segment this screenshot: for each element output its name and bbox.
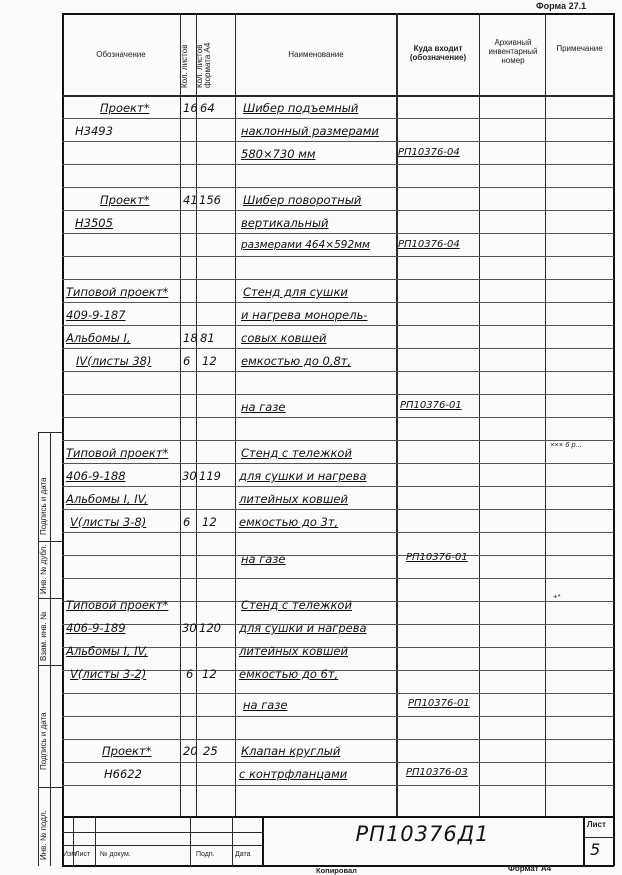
r12-name: емкостью до 0,8т,: [241, 354, 352, 368]
col-line-2: [196, 13, 197, 816]
row-line: [62, 187, 614, 188]
footer-copied: Копировал: [316, 866, 357, 875]
r28-where: РП10376-03: [406, 767, 468, 778]
r22-designation: 406-9-189: [66, 621, 126, 635]
r22-name: для сушки и нагрева: [239, 621, 367, 635]
title-block-top: [62, 816, 614, 818]
tb-list: Лист: [75, 851, 91, 858]
row-line: [62, 532, 614, 533]
frame-top: [62, 13, 614, 15]
tb-col-6: [583, 816, 585, 866]
row-line: [62, 463, 614, 464]
row-line: [62, 509, 614, 510]
r7-where: РП10376-04: [398, 239, 460, 250]
col-line-3: [235, 13, 236, 816]
r21-name: Стенд с тележкой: [241, 598, 352, 612]
r23-designation: Альбомы I, IV,: [66, 644, 148, 658]
r24-name: емкостью до 6т,: [239, 667, 339, 681]
row-line: [62, 233, 614, 234]
r24-a4: 12: [202, 667, 217, 681]
header-archive-number: Архивный инвентарный номер: [488, 38, 538, 65]
row-line: [62, 279, 614, 280]
r6-designation: Н3505: [75, 216, 113, 230]
r18-a4: 12: [202, 515, 217, 529]
r3-where: РП10376-04: [398, 147, 460, 158]
r22-sheets: 30: [182, 621, 197, 635]
header-designation: Обозначение: [96, 50, 146, 59]
row-line: [62, 739, 614, 740]
r19-where: РП10376-01: [406, 552, 468, 563]
r12-a4: 12: [202, 354, 217, 368]
row-line: [62, 118, 614, 119]
r24-designation: V(листы 3-2): [70, 667, 147, 681]
row-line: [62, 256, 614, 257]
sheet-box-divider: [583, 837, 614, 838]
r1-a4: 64: [200, 101, 215, 115]
document-code: РП10376Д1: [355, 822, 490, 846]
margin-mid-line: [50, 432, 51, 866]
tb-col-4: [232, 816, 233, 866]
r9-designation: Типовой проект*: [66, 285, 169, 299]
r27-a4: 25: [203, 744, 218, 758]
row-line: [62, 716, 614, 717]
header-sheet-count-a4: Кол. листов формата А4: [195, 42, 212, 88]
r16-designation: 406-9-188: [66, 469, 126, 483]
r25-name: на газе: [243, 698, 288, 712]
r28-designation: Н6622: [104, 767, 142, 781]
r7-name: размерами 464×592мм: [241, 239, 370, 251]
row-line: [62, 440, 614, 441]
r22-a4: 120: [199, 621, 221, 635]
r10-designation: 409-9-187: [66, 308, 126, 322]
r13-where: РП10376-01: [400, 400, 462, 411]
tb-col-1: [73, 816, 74, 866]
r11-name: совых ковшей: [241, 331, 327, 345]
r27-designation: Проект*: [102, 744, 152, 758]
r21-designation: Типовой проект*: [66, 598, 169, 612]
r1-sheets: 16: [183, 101, 198, 115]
r5-sheets: 41: [183, 193, 198, 207]
margin-sign-date-2: Подпись и дата: [39, 712, 48, 770]
col-line-5: [479, 13, 480, 816]
r10-name: и нагрева монорель-: [241, 308, 368, 322]
row-line: [62, 164, 614, 165]
tb-date: Дата: [235, 851, 251, 858]
row-line: [62, 486, 614, 487]
r16-sheets: 30: [182, 469, 197, 483]
r15-name: Стенд с тележкой: [241, 446, 352, 460]
sheet-number: 5: [590, 840, 601, 859]
r5-name: Шибер поворотный: [243, 193, 362, 207]
r16-name: для сушки и нагрева: [239, 469, 367, 483]
r18-name: емкостью до 3т,: [239, 515, 339, 529]
row-line: [62, 371, 614, 372]
sheet-label: Лист: [587, 820, 606, 829]
header-note: Примечание: [556, 44, 603, 53]
r28-name: с контрфланцами: [239, 767, 348, 781]
r24-sheets: 6: [186, 667, 194, 681]
margin-inv-dubl: Инв. № дубл.: [39, 544, 48, 594]
tb-col-2: [95, 816, 96, 866]
header-name: Наименование: [288, 50, 344, 59]
r1-designation: Проект*: [100, 101, 150, 115]
r17-name: литейных ковшей: [239, 492, 348, 506]
r12-sheets: 6: [183, 354, 191, 368]
row-line: [62, 394, 614, 395]
r6-name: вертикальный: [241, 216, 329, 230]
margin-inv-podl: Инв. № подл.: [39, 810, 48, 860]
r11-a4: 81: [200, 331, 215, 345]
margin-sign-date-1: Подпись и дата: [39, 477, 48, 535]
row-line: [62, 762, 614, 763]
header-bottom-line: [62, 95, 614, 97]
tb-col-3: [190, 816, 191, 866]
r2-name: наклонный размерами: [241, 124, 379, 138]
margin-line-4: [38, 787, 62, 788]
margin-vzam-inv: Взам. инв. №: [39, 611, 48, 661]
header-where-included: Куда входит (обозначение): [409, 44, 467, 62]
row-line: [62, 417, 614, 418]
r18-sheets: 6: [183, 515, 191, 529]
r27-sheets: 20: [183, 744, 198, 758]
r2-designation: Н3493: [75, 124, 113, 138]
r9-name: Стенд для сушки: [243, 285, 348, 299]
r12-designation: IV(листы 38): [76, 354, 152, 368]
r13-name: на газе: [241, 400, 286, 414]
margin-line-1: [38, 541, 62, 542]
r23-name: литейных ковшей: [239, 644, 348, 658]
row-line: [62, 325, 614, 326]
r5-designation: Проект*: [100, 193, 150, 207]
r15-designation: Типовой проект*: [66, 446, 169, 460]
row-line: [62, 785, 614, 786]
r11-sheets: 18: [183, 331, 198, 345]
r3-name: 580×730 мм: [241, 147, 316, 161]
r21-note: +*: [553, 592, 561, 601]
row-line: [62, 302, 614, 303]
r17-designation: Альбомы I, IV,: [66, 492, 148, 506]
header-sheet-count: Кол. листов: [180, 44, 189, 88]
row-line: [62, 555, 614, 556]
r16-a4: 119: [199, 469, 221, 483]
row-line: [62, 693, 614, 694]
row-line: [62, 348, 614, 349]
form-label: Форма 27.1: [536, 1, 587, 11]
r15-note: ××× 6 р...: [550, 440, 582, 449]
col-line-6: [545, 13, 546, 816]
tb-sign: Подп.: [196, 851, 215, 858]
col-line-4: [396, 13, 398, 816]
margin-line-2: [38, 598, 62, 599]
row-line: [62, 141, 614, 142]
r1-name: Шибер подъемный: [243, 101, 359, 115]
r19-name: на газе: [241, 552, 286, 566]
r25-where: РП10376-01: [408, 698, 470, 709]
row-line: [62, 210, 614, 211]
r18-designation: V(листы 3-8): [70, 515, 147, 529]
r5-a4: 156: [199, 193, 221, 207]
col-line-1: [180, 13, 181, 816]
row-line: [62, 578, 614, 579]
footer-format: Формат А4: [508, 864, 552, 873]
tb-doc-no: № докум.: [100, 851, 131, 858]
margin-line-3: [38, 665, 62, 666]
r11-designation: Альбомы I,: [66, 331, 131, 345]
r27-name: Клапан круглый: [241, 744, 341, 758]
tb-izm: Изм: [63, 851, 77, 858]
margin-line-top: [38, 432, 62, 433]
